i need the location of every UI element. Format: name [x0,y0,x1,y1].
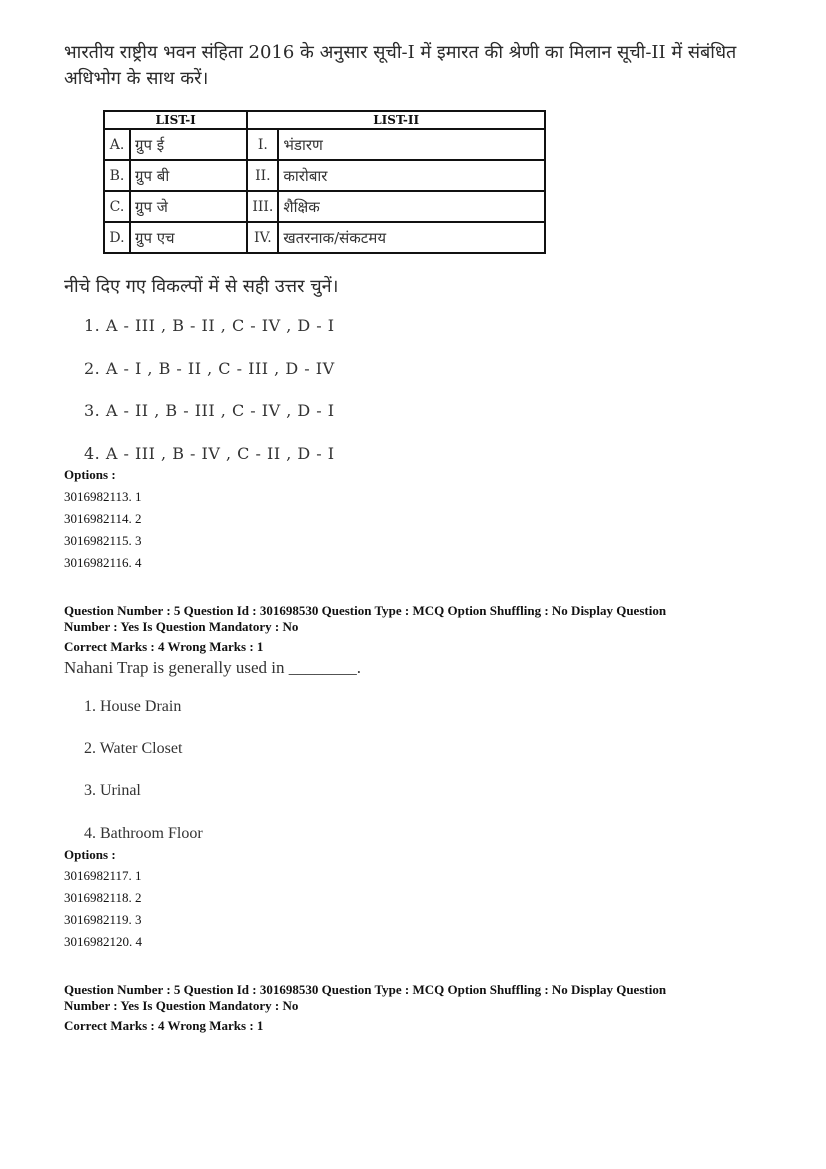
table-row [104,191,545,222]
question-meta: Question Number : 5 Question Id : 301698530 Question Type : MCQ Option Shuffling : No Display Question [64,982,667,997]
list-1-header: LIST-I [104,111,247,129]
choice-4: 4. A - III , B - IV , C - II , D - I [84,444,335,463]
marks-info: Correct Marks : 4 Wrong Marks : 1 [64,639,264,654]
choice-1: 1. A - III , B - II , C - IV , D - I [84,316,335,335]
match-table [103,110,546,254]
option-id: 3016982117. 1 [64,868,142,883]
list-2-key: IV. [247,222,278,253]
list-1-key: A. [104,129,130,160]
list-2-header: LIST-II [247,111,545,129]
question-meta: Number : Yes Is Question Mandatory : No [64,998,299,1013]
option-id: 3016982118. 2 [64,890,142,905]
question-text: Nahani Trap is generally used in ________. [64,658,361,677]
question-text: भारतीय राष्ट्रीय भवन संहिता 2016 के अनुसार सूची-I में इमारत की श्रेणी का मिलान सूची-II में संबंधित अधिभोग के साथ करें। [64,42,737,89]
list-1-value: ग्रुप जे [130,191,247,222]
option-id: 3016982120. 4 [64,934,142,949]
list-2-value: भंडारण [278,129,545,160]
option-id: 3016982115. 3 [64,533,142,548]
option-id: 3016982113. 1 [64,489,142,504]
options-label: Options : [64,847,116,862]
list-1-key: D. [104,222,130,253]
table-header-row [104,111,545,129]
options-label: Options : [64,467,116,482]
list-2-value: कारोबार [278,160,545,191]
list-1-key: B. [104,160,130,191]
question-meta: Number : Yes Is Question Mandatory : No [64,619,299,634]
list-1-value: ग्रुप ई [130,129,247,160]
instruction-text: नीचे दिए गए विकल्पों में से सही उत्तर चुनें। [64,276,339,297]
option-id: 3016982116. 4 [64,555,142,570]
table-row [104,160,545,191]
list-2-key: III. [247,191,278,222]
table-row [104,222,545,253]
list-1-value: ग्रुप एच [130,222,247,253]
choice-2: 2. A - I , B - II , C - III , D - IV [84,359,335,378]
list-2-value: खतरनाक/संकटमय [278,222,545,253]
choice-4: 4. Bathroom Floor [84,825,203,842]
question-meta: Question Number : 5 Question Id : 301698530 Question Type : MCQ Option Shuffling : No Display Question [64,603,667,618]
choice-1: 1. House Drain [84,698,182,715]
list-1-key: C. [104,191,130,222]
choice-2: 2. Water Closet [84,740,183,757]
option-id: 3016982119. 3 [64,912,142,927]
list-1-value: ग्रुप बी [130,160,247,191]
list-2-value: शैक्षिक [278,191,545,222]
list-2-key: I. [247,129,278,160]
choice-3: 3. A - II , B - III , C - IV , D - I [84,401,335,420]
table-row [104,129,545,160]
marks-info: Correct Marks : 4 Wrong Marks : 1 [64,1018,264,1033]
list-2-key: II. [247,160,278,191]
choice-3: 3. Urinal [84,782,141,799]
option-id: 3016982114. 2 [64,511,142,526]
